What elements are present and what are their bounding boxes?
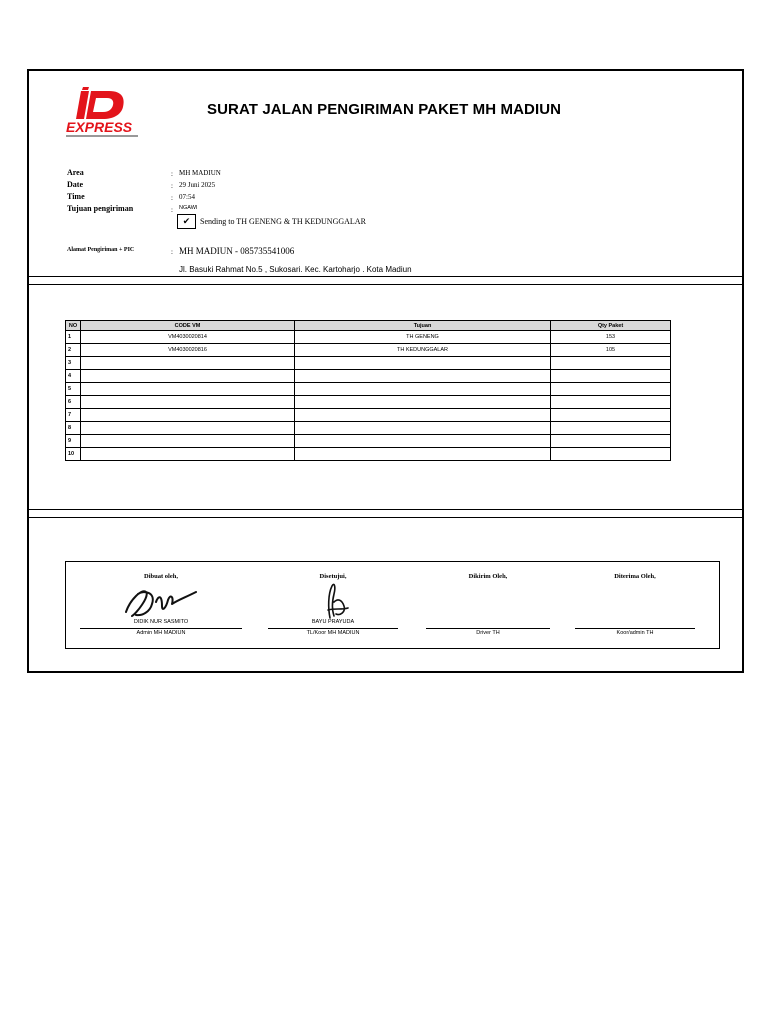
table-row bbox=[66, 396, 671, 409]
cell-tujuan bbox=[295, 357, 551, 370]
divider bbox=[29, 509, 742, 510]
address-line: Jl. Basuki Rahmat No.5 , Sukosari. Kec. Kartoharjo . Kota Madiun bbox=[179, 265, 412, 274]
signer-role: Admin MH MADIUN bbox=[136, 630, 186, 636]
date-value: 29 Juni 2025 bbox=[179, 181, 216, 189]
cell-code-vm bbox=[81, 448, 295, 461]
cell-code-vm bbox=[81, 357, 295, 370]
cell-code-vm: VM4030020816 bbox=[81, 344, 295, 357]
cell-tujuan bbox=[295, 422, 551, 435]
signer-name: DIDIK NUR SASMITO bbox=[133, 619, 189, 625]
cell-no: 10 bbox=[66, 448, 81, 461]
cell-code-vm bbox=[81, 383, 295, 396]
signature-column-creator bbox=[80, 562, 242, 648]
cell-qty bbox=[551, 422, 671, 435]
signature-box bbox=[65, 561, 720, 649]
cell-code-vm bbox=[81, 409, 295, 422]
table-row bbox=[66, 370, 671, 383]
cell-code-vm bbox=[81, 422, 295, 435]
time-label: Time bbox=[67, 192, 85, 201]
signature-heading: Dibuat oleh, bbox=[144, 573, 178, 580]
table-row bbox=[66, 409, 671, 422]
time-colon: : bbox=[171, 194, 173, 202]
signature-mark bbox=[320, 580, 350, 620]
date-label: Date bbox=[67, 180, 83, 189]
signer-name: BAYU PRAYUDA bbox=[311, 619, 355, 625]
package-table bbox=[65, 320, 671, 461]
col-header-tujuan: Tujuan bbox=[295, 321, 551, 331]
tujuan-colon: : bbox=[171, 206, 173, 214]
cell-no: 4 bbox=[66, 370, 81, 383]
cell-tujuan bbox=[295, 435, 551, 448]
cell-no: 1 bbox=[66, 331, 81, 344]
col-header-code-vm: CODE VM bbox=[81, 321, 295, 331]
table-row bbox=[66, 383, 671, 396]
divider bbox=[29, 517, 742, 518]
cell-qty bbox=[551, 383, 671, 396]
signature-line bbox=[268, 628, 398, 629]
cell-tujuan: TH KEDUNGGALAR bbox=[295, 344, 551, 357]
table-row bbox=[66, 331, 671, 344]
cell-qty: 105 bbox=[551, 344, 671, 357]
document-title: SURAT JALAN PENGIRIMAN PAKET MH MADIUN bbox=[207, 101, 562, 118]
table-row bbox=[66, 422, 671, 435]
signer-role: TL/Koor MH MADIUN bbox=[306, 630, 360, 636]
signer-role: Driver TH bbox=[476, 630, 500, 636]
cell-no: 2 bbox=[66, 344, 81, 357]
cell-no: 3 bbox=[66, 357, 81, 370]
divider bbox=[29, 284, 742, 285]
time-value: 07:54 bbox=[179, 193, 195, 201]
divider bbox=[29, 276, 742, 277]
signature-line bbox=[80, 628, 242, 629]
signature-mark bbox=[122, 582, 202, 620]
cell-code-vm bbox=[81, 396, 295, 409]
waybill-sheet bbox=[27, 69, 744, 673]
cell-tujuan: TH GENENG bbox=[295, 331, 551, 344]
cell-qty bbox=[551, 357, 671, 370]
cell-qty: 153 bbox=[551, 331, 671, 344]
signature-column-sender bbox=[426, 562, 550, 648]
pic-label: Alamat Pengiriman + PIC bbox=[67, 247, 135, 253]
cell-qty bbox=[551, 448, 671, 461]
table-row bbox=[66, 435, 671, 448]
table-row bbox=[66, 357, 671, 370]
col-header-qty: Qty Paket bbox=[551, 321, 671, 331]
cell-tujuan bbox=[295, 370, 551, 383]
cell-qty bbox=[551, 370, 671, 383]
sending-note: Sending to TH GENENG & TH KEDUNGGALAR bbox=[200, 217, 366, 226]
cell-qty bbox=[551, 396, 671, 409]
tujuan-label: Tujuan pengiriman bbox=[67, 204, 134, 213]
col-header-no: NO bbox=[66, 321, 81, 331]
cell-tujuan bbox=[295, 409, 551, 422]
signer-role: Koor/admin TH bbox=[616, 630, 654, 636]
cell-no: 8 bbox=[66, 422, 81, 435]
table-row bbox=[66, 344, 671, 357]
signature-line bbox=[426, 628, 550, 629]
date-colon: : bbox=[171, 182, 173, 190]
signature-column-receiver bbox=[575, 562, 695, 648]
cell-tujuan bbox=[295, 448, 551, 461]
area-value: MH MADIUN bbox=[179, 169, 221, 177]
signature-line bbox=[575, 628, 695, 629]
sending-checkbox[interactable]: ✔ bbox=[177, 214, 196, 229]
cell-code-vm bbox=[81, 435, 295, 448]
pic-value: MH MADIUN - 085735541006 bbox=[179, 246, 295, 256]
pic-colon: : bbox=[171, 248, 173, 256]
cell-code-vm bbox=[81, 370, 295, 383]
table-row bbox=[66, 448, 671, 461]
signature-column-approver bbox=[268, 562, 398, 648]
tujuan-value: NGAWI bbox=[179, 205, 198, 211]
cell-tujuan bbox=[295, 383, 551, 396]
area-label: Area bbox=[67, 168, 84, 177]
area-colon: : bbox=[171, 170, 173, 178]
signature-heading: Diterima Oleh, bbox=[614, 573, 656, 580]
cell-no: 5 bbox=[66, 383, 81, 396]
cell-no: 9 bbox=[66, 435, 81, 448]
cell-no: 6 bbox=[66, 396, 81, 409]
cell-code-vm: VM4030020814 bbox=[81, 331, 295, 344]
signature-heading: Disetujui, bbox=[319, 573, 347, 580]
cell-qty bbox=[551, 409, 671, 422]
cell-tujuan bbox=[295, 396, 551, 409]
table-header-row bbox=[66, 321, 671, 331]
cell-no: 7 bbox=[66, 409, 81, 422]
cell-qty bbox=[551, 435, 671, 448]
id-express-logo bbox=[63, 85, 143, 141]
svg-text:EXPRESS: EXPRESS bbox=[66, 119, 133, 135]
signature-heading: Dikirim Oleh, bbox=[468, 573, 508, 580]
